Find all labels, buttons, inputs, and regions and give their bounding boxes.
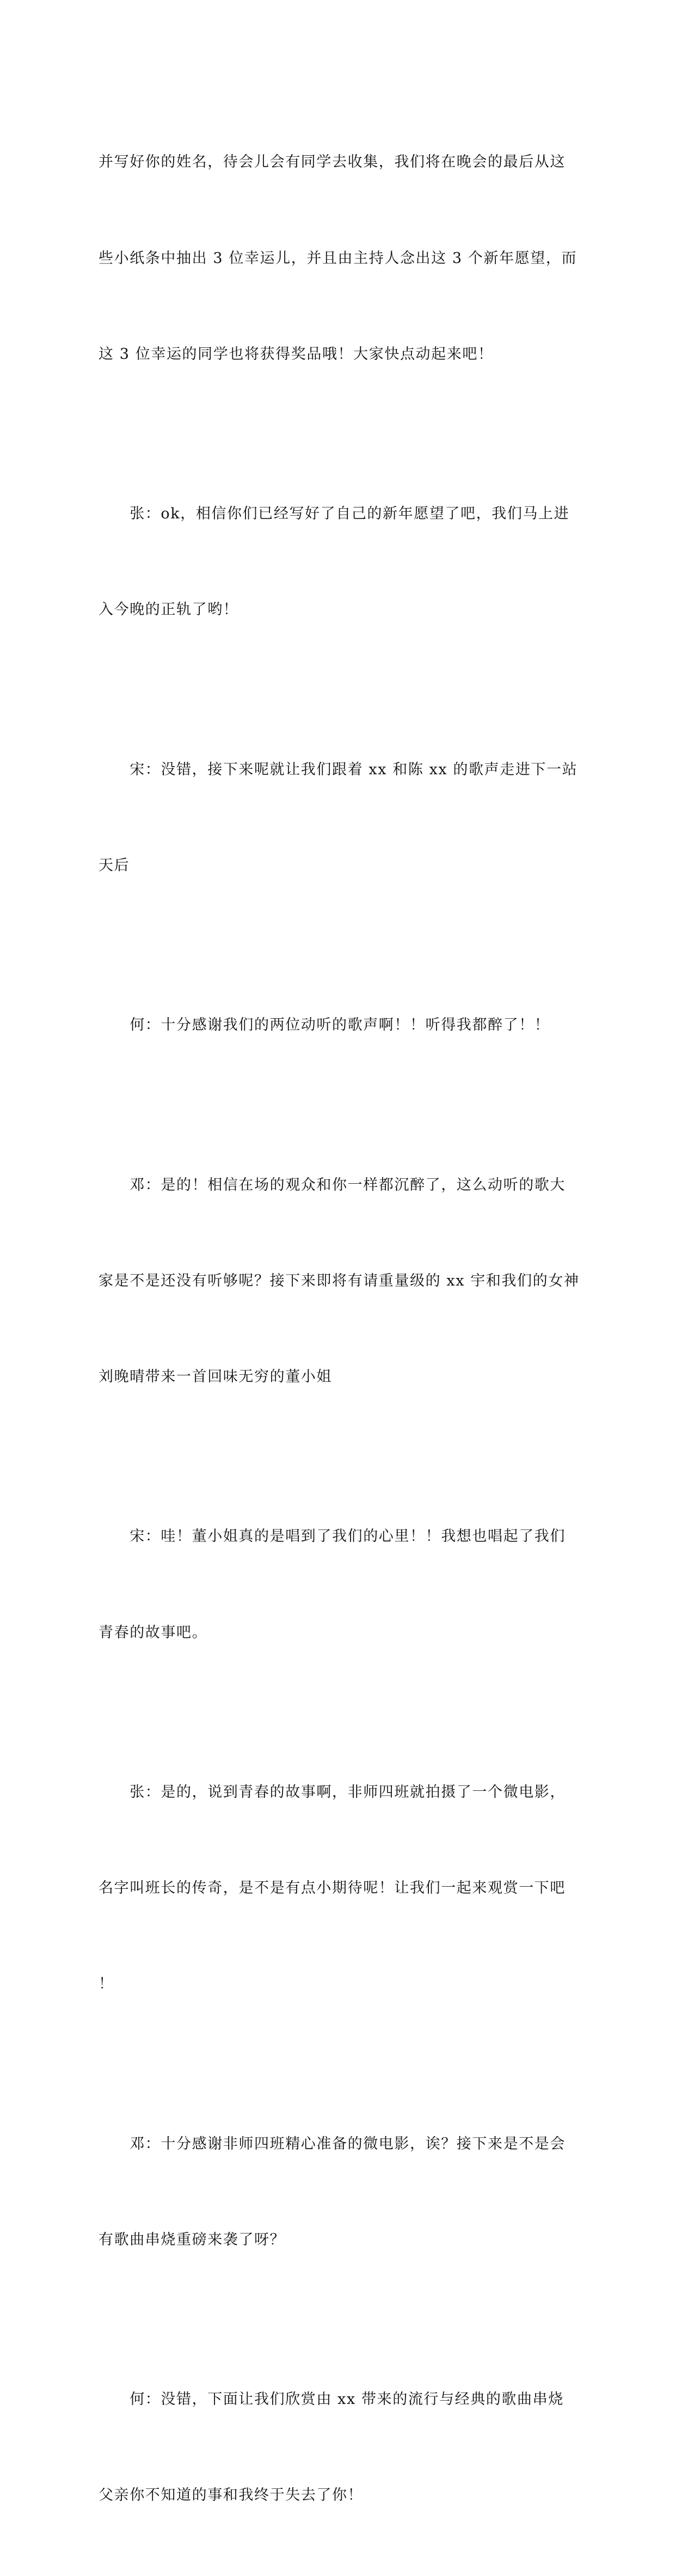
text-line: 有歌曲串烧重磅来袭了呀？ (99, 2231, 286, 2248)
paragraph-4 (99, 946, 567, 1106)
text-line: 青春的故事吧。 (99, 1624, 208, 1641)
text-line: 名字叫班长的传奇，是不是有点小期待呢！让我们一起来观赏一下吧 (99, 1880, 566, 1897)
paragraph-9 (99, 2320, 567, 2576)
paragraph-5 (99, 1105, 580, 1457)
paragraph-3 (99, 690, 578, 946)
paragraph-7 (99, 1713, 567, 2065)
text-line: 张：ok，相信你们已经写好了自己的新年愿望了吧，我们马上进 (99, 505, 570, 523)
text-line: 何：十分感谢我们的两位动听的歌声啊！！听得我都醉了！！ (99, 1017, 550, 1034)
text-line: 张：是的，说到青春的故事啊，非师四班就拍摄了一个微电影， (99, 1784, 566, 1801)
text-line: 这 3 位幸运的同学也将获得奖品哦！大家快点动起来吧！ (99, 345, 494, 363)
paragraph-8 (99, 2064, 567, 2320)
text-line: ！ (99, 1975, 114, 1993)
text-line: 邓：是的！相信在场的观众和你一样都沉醉了，这么动听的歌大 (99, 1176, 566, 1194)
paragraph-6 (99, 1457, 567, 1713)
text-line: 并写好你的姓名，待会儿会有同学去收集，我们将在晚会的最后从这 (99, 154, 566, 171)
text-line: 刘晚晴带来一首回味无穷的董小姐 (99, 1368, 332, 1385)
paragraph-1 (99, 83, 578, 435)
document-body (99, 83, 580, 2576)
text-line: 何：没错，下面让我们欣赏由 xx 带来的流行与经典的歌曲串烧 (99, 2391, 564, 2408)
text-line: 些小纸条中抽出 3 位幸运儿，并且由主持人念出这 3 个新年愿望，而 (99, 249, 578, 267)
text-line: 家是不是还没有听够呢？接下来即将有请重量级的 xx 宇和我们的女神 (99, 1272, 580, 1289)
text-line: 宋：没错，接下来呢就让我们跟着 xx 和陈 xx 的歌声走进下一站 (99, 761, 578, 778)
text-line: 父亲你不知道的事和我终于失去了你！ (99, 2487, 364, 2504)
text-line: 入今晚的正轨了哟！ (99, 601, 239, 619)
text-line: 邓：十分感谢非师四班精心准备的微电影，诶？接下来是不是会 (99, 2135, 566, 2152)
text-line: 宋：哇！董小姐真的是唱到了我们的心里！！我想也唱起了我们 (99, 1528, 566, 1545)
text-line: 天后 (99, 856, 130, 874)
paragraph-2 (99, 435, 570, 690)
